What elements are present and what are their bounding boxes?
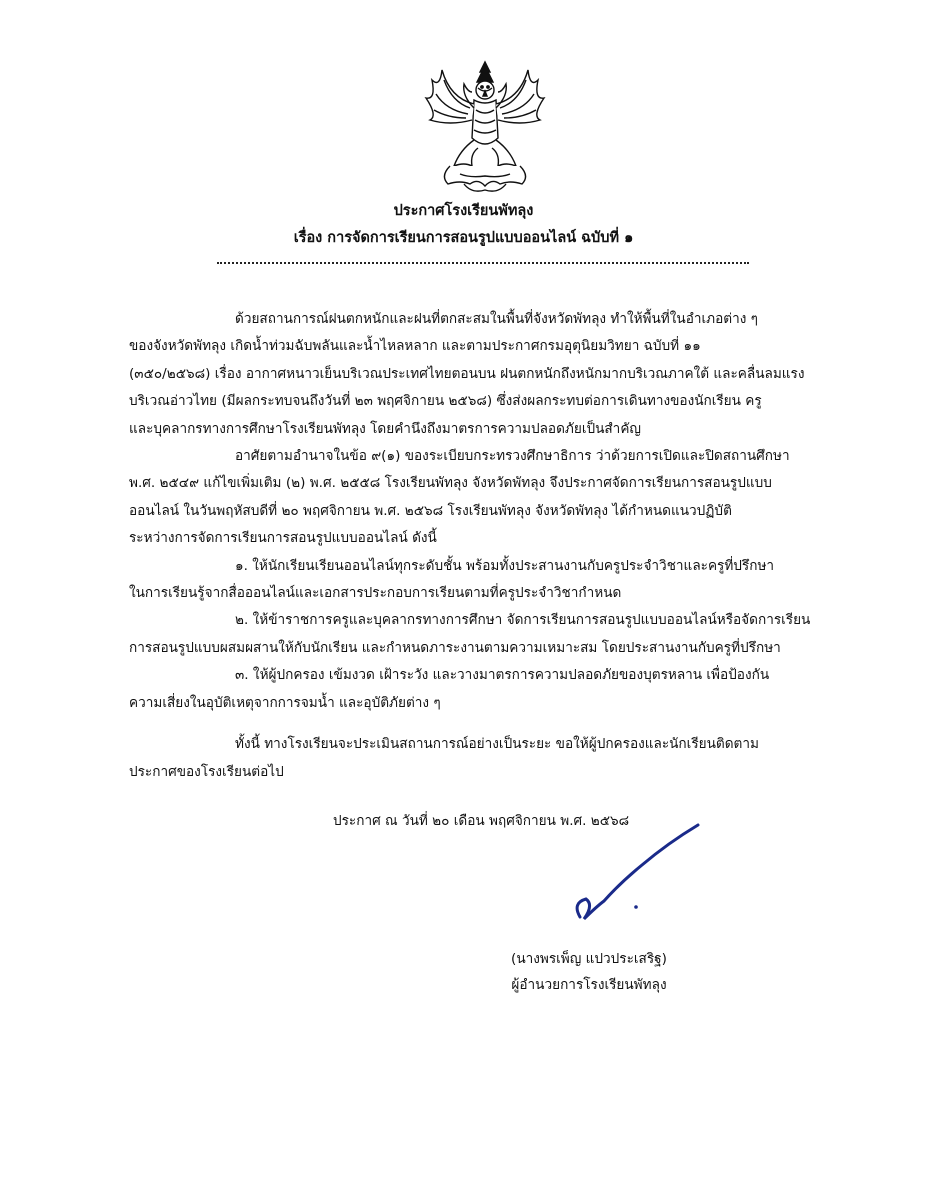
paragraph-line: ประกาศของโรงเรียนต่อไป — [129, 763, 284, 780]
guideline-item-2 — [129, 607, 840, 662]
paragraph-line: ในการเรียนรู้จากสื่อออนไลน์และเอกสารประกอบการเรียนตามที่ครูประจำวิชากำหนด — [129, 585, 622, 602]
paragraph-line: และบุคลากรทางการศึกษาโรงเรียนพัทลุง โดยคำนึงถึงมาตรการความปลอดภัยเป็นสำคัญ — [129, 420, 641, 437]
announcement-date: ประกาศ ณ วันที่ ๒๐ เดือน พฤศจิกายน พ.ศ. ๒๕๖๘ — [333, 813, 630, 829]
paragraph-line: ทั้งนี้ ทางโรงเรียนจะประเมินสถานการณ์อย่างเป็นระยะ ขอให้ผู้ปกครองและนักเรียนติดตาม — [235, 736, 759, 753]
paragraph-line: ๓. ให้ผู้ปกครอง เข้มงวด เฝ้าระวัง และวางมาตรการความปลอดภัยของบุตรหลาน เพื่อป้องกัน — [235, 667, 770, 684]
paragraph-line: ด้วยสถานการณ์ฝนตกหนักและฝนที่ตกสะสมในพื้นที่จังหวัดพัทลุง ทำให้พื้นที่ในอำเภอต่าง ๆ — [235, 311, 758, 327]
paragraph-line: ๒. ให้ข้าราชการครูและบุคลากรทางการศึกษา จัดการเรียนการสอนรูปแบบออนไลน์หรือจัดการเรียน — [235, 612, 811, 629]
paragraph-authority — [129, 443, 840, 553]
signer-name: (นางพรเพ็ญ แปวประเสริฐ) — [511, 951, 667, 967]
announcement-body — [129, 306, 840, 786]
announcement-subject: เรื่อง การจัดการเรียนการสอนรูปแบบออนไลน์ ฉบับที่ ๑ — [293, 230, 634, 246]
paragraph-situation — [129, 306, 840, 443]
paragraph-line: อาศัยตามอำนาจในข้อ ๙(๑) ของระเบียบกระทรวงศึกษาธิการ ว่าด้วยการเปิดและปิดสถานศึกษา — [235, 448, 790, 465]
guideline-item-1 — [129, 553, 840, 608]
paragraph-line: การสอนรูปแบบผสมผสานให้กับนักเรียน และกำหนดภาระงานตามความเหมาะสม โดยประสานงานกับครูที่ปรึกษา — [129, 639, 781, 656]
paragraph-line: พ.ศ. ๒๕๔๙ แก้ไขเพิ่มเติม (๒) พ.ศ. ๒๕๕๘ โรงเรียนพัทลุง จังหวัดพัทลุง จึงประกาศจัดการเรียนการสอนรูปแบบ — [129, 475, 772, 492]
signer-block — [494, 946, 684, 998]
guideline-item-3 — [129, 662, 840, 717]
dotted-divider — [217, 262, 749, 264]
garuda-emblem-icon — [420, 58, 550, 198]
announcement-title: ประกาศโรงเรียนพัทลุง — [393, 203, 534, 219]
paragraph-line: (๓๕๐/๒๕๖๘) เรื่อง อากาศหนาวเย็นบริเวณประเทศไทยตอนบน ฝนตกหนักถึงหนักมากบริเวณภาคใต้ และคลื่นลมแรง — [129, 365, 805, 382]
signer-position: ผู้อำนวยการโรงเรียนพัทลุง — [511, 977, 667, 993]
handwritten-signature-icon — [560, 815, 720, 930]
paragraph-line: ระหว่างการจัดการเรียนการสอนรูปแบบออนไลน์ ดังนี้ — [129, 530, 437, 547]
paragraph-line: ออนไลน์ ในวันพฤหัสบดีที่ ๒๐ พฤศจิกายน พ.ศ. ๒๕๖๘ โรงเรียนพัทลุง จังหวัดพัทลุง ได้กำหนดแนวปฏิบัติ — [129, 502, 732, 519]
paragraph-line: ของจังหวัดพัทลุง เกิดน้ำท่วมฉับพลันและน้ำไหลหลาก และตามประกาศกรมอุตุนิยมวิทยา ฉบับที่ ๑๑ — [129, 338, 701, 355]
paragraph-line: ความเสี่ยงในอุบัติเหตุจากการจมน้ำ และอุบัติภัยต่าง ๆ — [129, 694, 441, 711]
paragraph-closing — [129, 731, 840, 786]
paragraph-line: ๑. ให้นักเรียนเรียนออนไลน์ทุกระดับชั้น พร้อมทั้งประสานงานกับครูประจำวิชาและครูที่ปรึกษา — [235, 557, 775, 574]
paragraph-line: บริเวณอ่าวไทย (มีผลกระทบจนถึงวันที่ ๒๓ พฤศจิกายน ๒๕๖๘) ซึ่งส่งผลกระทบต่อการเดินทางของนักเรียน ครู — [129, 393, 762, 410]
